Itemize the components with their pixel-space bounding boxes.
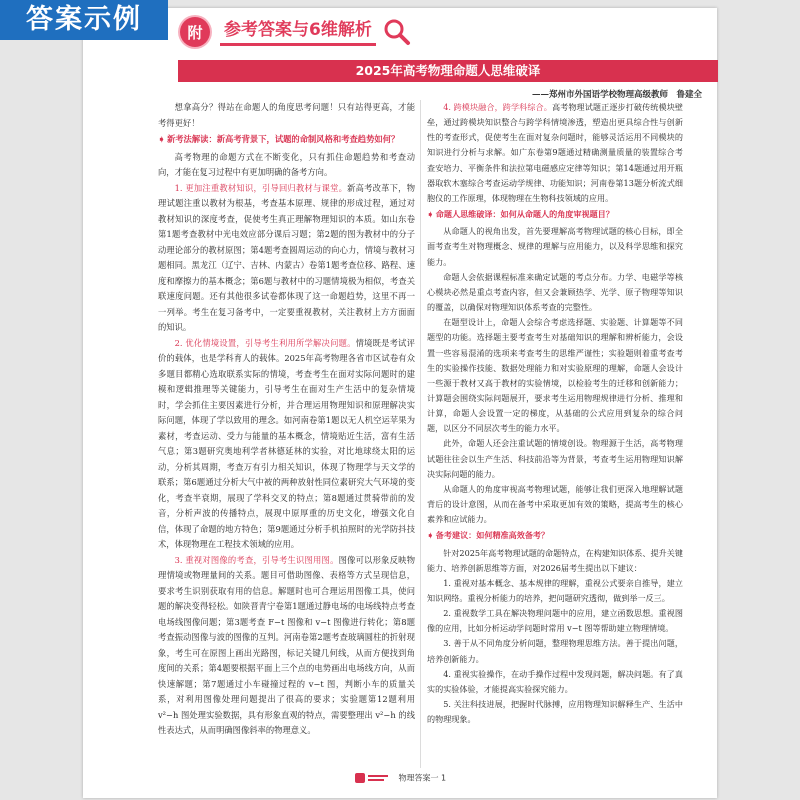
answer-example-label: 答案示例 [0, 0, 168, 40]
arrow-icon: ➧ [427, 530, 434, 541]
publisher-logo-icon [354, 772, 390, 784]
paragraph: 从命题人的角度审视高考物理试题，能够让我们更深入地理解试题背后的设计意图，从而在备考中采取更加有效的策略，提高考生的核心素养和应试能力。 [427, 483, 683, 525]
section-heading-new-exam: ➧ 新考法解读：新高考背景下，试题的命制风格和考查趋势如何？ [158, 132, 415, 148]
header-banner [180, 17, 525, 47]
magnifier-icon [382, 17, 412, 47]
section-heading-examiner-thinking: ➧ 命题人思维破译：如何从命题人的角度审视题目？ [427, 207, 683, 222]
author-line: ——郑州市外国语学校物理高级教师 鲁建全 [531, 90, 702, 100]
page-footer [0, 772, 800, 784]
point-1: 1. 更加注重教材知识，引导回归教材与课堂。新高考改革下，物理试题注重以教材为根基，考查基本原理、规律的形成过程，通过对教材知识的深度考查，促使考生真正理解物理知识的本质。如山东卷第1题考查教材中光电效应部分课后习题；第2题的图为教材中的分子动理论部分的教材原图；第4题考查圆周运动的向心力，情境与教材习题相同。黑龙江（辽宁、吉林、内蒙古）卷第1题考查位移、路程、速度和摩擦力的基本概念；第6题与教材中的习题情境极为相似，考查关联速度问题。还有其他很多试卷都体现了这一命题趋势，这里不再一一列举。考生在复习备考中，一定要重视教材，关注教材上方方面面的知识。 [158, 182, 415, 332]
paragraph: 针对2025年高考物理试题的命题特点，在构建知识体系、提升关键能力、培养创新思维等方面，对2026届考生提出以下建议： [427, 547, 683, 573]
tip-5: 5. 关注科技进展，把握时代脉搏，应用物理知识解释生产、生活中的物理现象。 [427, 699, 683, 725]
paragraph: 高考物理的命题方式在不断变化，只有抓住命题趋势和考查动向，才能在复习过程中有更加明确的备考方向。 [158, 151, 415, 177]
paragraph: 从命题人的视角出发，首先要理解高考物理试题的核心目标，即全面考查考生对物理概念、规律的理解与应用能力，以及科学思维和探究能力。 [427, 226, 683, 267]
tip-3: 3. 善于从不同角度分析问题，整理物理思维方法。善于提出问题，培养创新能力。 [427, 638, 683, 664]
column-divider [420, 100, 421, 768]
left-column [158, 100, 415, 739]
page-title: 参考答案与6维解析 [220, 18, 376, 46]
intro-paragraph: 想拿高分？得站在命题人的角度思考问题！只有站得更高，才能考得更好！ [158, 102, 415, 128]
subtitle-bar: 2025年高考物理命题人思维破译 [178, 60, 718, 82]
tip-2: 2. 重视数学工具在解决物理问题中的应用，建立函数思想。重视图像的应用，比如分析运动学问题时常用 v−t 图等帮助建立物理情境。 [427, 608, 683, 634]
point-3: 3. 重视对图像的考查，引导考生识图用图。图像可以形象反映物理情境或物理量间的关系。题目可借助图像、表格等方式呈现信息，要求考生识别获取有用的信息。解题时也可合理运用图像工具，使问题的解决变得轻松。如陕晋青宁卷第1题通过静电场的电场线特点考查电场线图像问题；第3题考查 F−t 图像和 v−t 图像进行转化；第8题考查振动图像与波的图像的互判。河南卷第2题考查玻璃圆柱的折射现象，考生可在原图上画出光路图，标记关键几何线，从而方便找到角度间的关系；第4题要根据平面上三个点的电势画出电场线方向，从而快速解题；第7题通过小车碰撞过程的 v−t 图，判断小车的质量关系，对利用图像处理问题提出了很高的要求；实验题第12题利用 v²−h 图处理实验数据，具有形象直观的特点，需要整理出 v²−h 的线性表达式，从而明确图像斜率的物理意义。 [158, 554, 415, 735]
page-number-label: 物理答案一 1 [398, 773, 447, 783]
appendix-badge: 附 [180, 17, 210, 47]
arrow-icon: ➧ [158, 134, 165, 144]
tip-4: 4. 重视实验操作，在动手操作过程中发现问题，解决问题。有了真实的实验体验，才能提高实验探究能力。 [427, 668, 683, 694]
arrow-icon: ➧ [427, 209, 434, 220]
point-2: 2. 优化情境设置，引导考生利用所学解决问题。情境既是考试评价的载体，也是学科育人的载体。2025年高考物理各省市区试卷有众多题目都精心选取联系实际的情境，考查考生在面对实际问题时的建模和逻辑推理等关键能力，引导考生在面对生产生活中的复杂情境时，学会抓住主要因素进行分析，并合理运用物理知识和原理解决实际问题，体现了学以致用的理念。如河南卷第1题以无人机空运苹果为素材，考查运动、受力与能量的基本概念，情境贴近生活，富有生活气息；第3题研究奥地利学者林德延林的实验，对比地球绕太阳的运动，分析其周期，考查万有引力相关知识，体现了物理学与天文学的联系；第6题通过分析大气中被的两种放射性同位素研究大气环境的变化，考查半衰期，展现了学科交叉的特点；第8题通过贯骑带前的发音，分析声波的传播特点，展现中原厚重的历史文化，增强文化自信，体现了命题的地方特色；第9题通过分析手机拍照时的光学防抖技术，体现物理在工程技术领域的应用。 [158, 337, 415, 549]
point-4: 4. 跨模块融合，跨学科综合。高考物理试题正逐步打破传统模块壁垒，通过跨模块知识整合与跨学科情境渗透，塑造出更具综合性与创新性的考查形式，促使考生在面对复杂问题时，能够灵活运用不同模块的知识进行分析与求解。如广东卷第9题通过精确测量质量的装置综合考查安培力、平衡条件和法拉第电磁感应定律等知识；第14题通过用开瓶器取软木塞综合考查运动学规律、功能知识；河南卷第13题分析流式细胞仪的工作原理，体现物理在生物科技领域的应用。 [427, 102, 683, 203]
section-heading-prep-advice: ➧ 备考建议：如何精准高效备考？ [427, 528, 683, 543]
tip-1: 1. 重视对基本概念、基本规律的理解，重视公式要亲自推导，建立知识网络。重视分析能力的培养，把问题研究透彻，做到举一反三。 [427, 577, 683, 603]
paragraph: 命题人会依据课程标准来确定试题的考点分布。力学、电磁学等核心模块必然是重点考查内容，但又会兼顾热学、光学、原子物理等知识的覆盖，以确保对物理知识体系考查的完整性。 [427, 271, 683, 313]
paragraph: 在题型设计上，命题人会综合考虑选择题、实验题、计算题等不同题型的功能。选择题主要考查考生对基础知识的理解和辨析能力，会设置一些容易混淆的选项来考查考生的思维严谨性；实验题则着重考查考生的实验操作技能、数据处理能力和对实验原理的理解，命题人会设计一些源于教材又高于教材的实验情境，以检验考生的迁移和创新能力；计算题会围绕实际问题展开，要求考生运用物理规律进行分析、推理和计算，命题人会设置一定的梯度，从基础的公式应用到复杂的综合问题，以区分不同层次考生的能力水平。 [427, 317, 683, 434]
right-column [427, 100, 683, 727]
paragraph: 此外，命题人还会注重试题的情境创设。物理源于生活，高考物理试题往往会以生产生活、科技前沿等为背景，考查考生运用物理知识解决实际问题的能力。 [427, 438, 683, 479]
